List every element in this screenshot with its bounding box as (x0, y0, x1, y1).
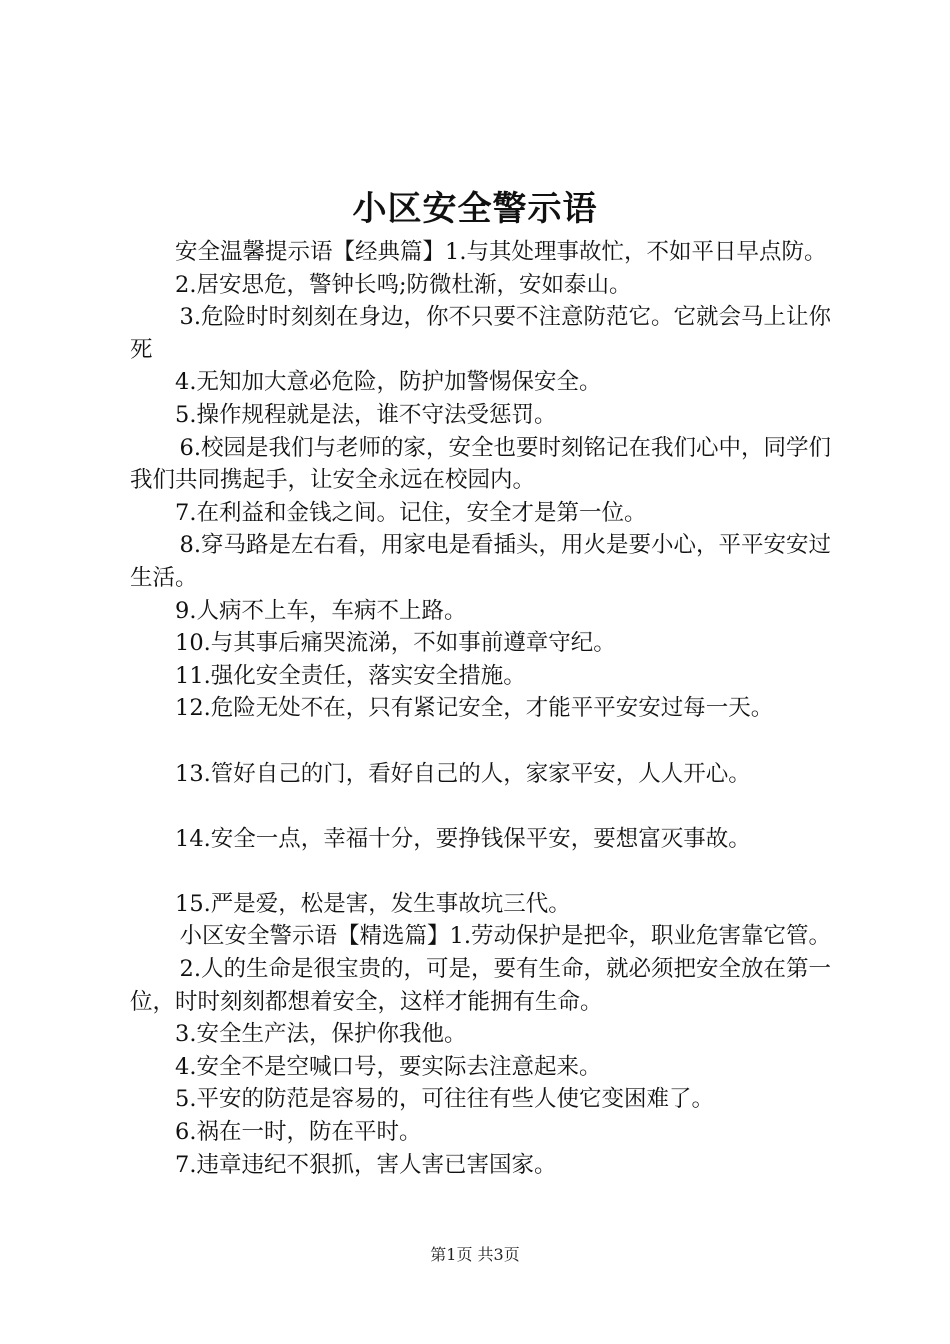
paragraph-7: 7.在利益和金钱之间。记住，安全才是第一位。 (175, 499, 647, 526)
paragraph-21: 6.祸在一时，防在平时。 (175, 1119, 422, 1146)
paragraph-13: 13.管好自己的门，看好自己的人，家家平安，人人开心。 (175, 760, 751, 787)
paragraph-11: 11.强化安全责任，落实安全措施。 (175, 662, 526, 689)
paragraph-6: 6.校园是我们与老师的家，安全也要时刻铭记在我们心中，同学们我们共同携起手，让安全永远在校园内。 (130, 434, 831, 494)
page-footer: 第1页 共3页 (430, 1245, 520, 1264)
paragraph-2: 2.居安思危，警钟长鸣;防微杜渐，安如泰山。 (175, 271, 632, 298)
paragraph-16: 小区安全警示语【精选篇】1.劳动保护是把伞，职业危害靠它管。 (179, 923, 831, 950)
paragraph-19: 4.安全不是空喊口号，要实际去注意起来。 (175, 1053, 602, 1080)
paragraph-4: 4.无知加大意必危险，防护加警惕保安全。 (175, 369, 602, 396)
paragraph-3: 3.危险时时刻刻在身边，你不只要不注意防范它。它就会马上让你死 (130, 304, 831, 363)
paragraph-18: 3.安全生产法，保护你我他。 (175, 1021, 467, 1048)
paragraph-15: 15.严是爱，松是害，发生事故坑三代。 (175, 890, 571, 917)
paragraph-8: 8.穿马路是左右看，用家电是看插头，用火是要小心，平平安安过生活。 (130, 532, 831, 591)
paragraph-10: 10.与其事后痛哭流涕，不如事前遵章守纪。 (175, 630, 616, 657)
paragraph-1: 安全温馨提示语【经典篇】1.与其处理事故忙，不如平日早点防。 (175, 239, 827, 265)
paragraph-22: 7.违章违纪不狠抓，害人害已害国家。 (175, 1151, 557, 1178)
paragraph-5: 5.操作规程就是法，谁不守法受惩罚。 (175, 401, 557, 428)
paragraph-12: 12.危险无处不在，只有紧记安全，才能平平安安过每一天。 (175, 695, 774, 722)
document-title: 小区安全警示语 (352, 189, 598, 229)
paragraph-20: 5.平安的防范是容易的，可往往有些人使它变困难了。 (175, 1086, 714, 1113)
paragraph-9: 9.人病不上车，车病不上路。 (175, 597, 467, 624)
paragraph-14: 14.安全一点，幸福十分，要挣钱保平安，要想富灭事故。 (175, 825, 751, 852)
document-body (130, 236, 840, 1181)
paragraph-17: 2.人的生命是很宝贵的，可是，要有生命，就必须把安全放在第一位，时时刻刻都想着安全，这样才能拥有生命。 (130, 956, 831, 1015)
